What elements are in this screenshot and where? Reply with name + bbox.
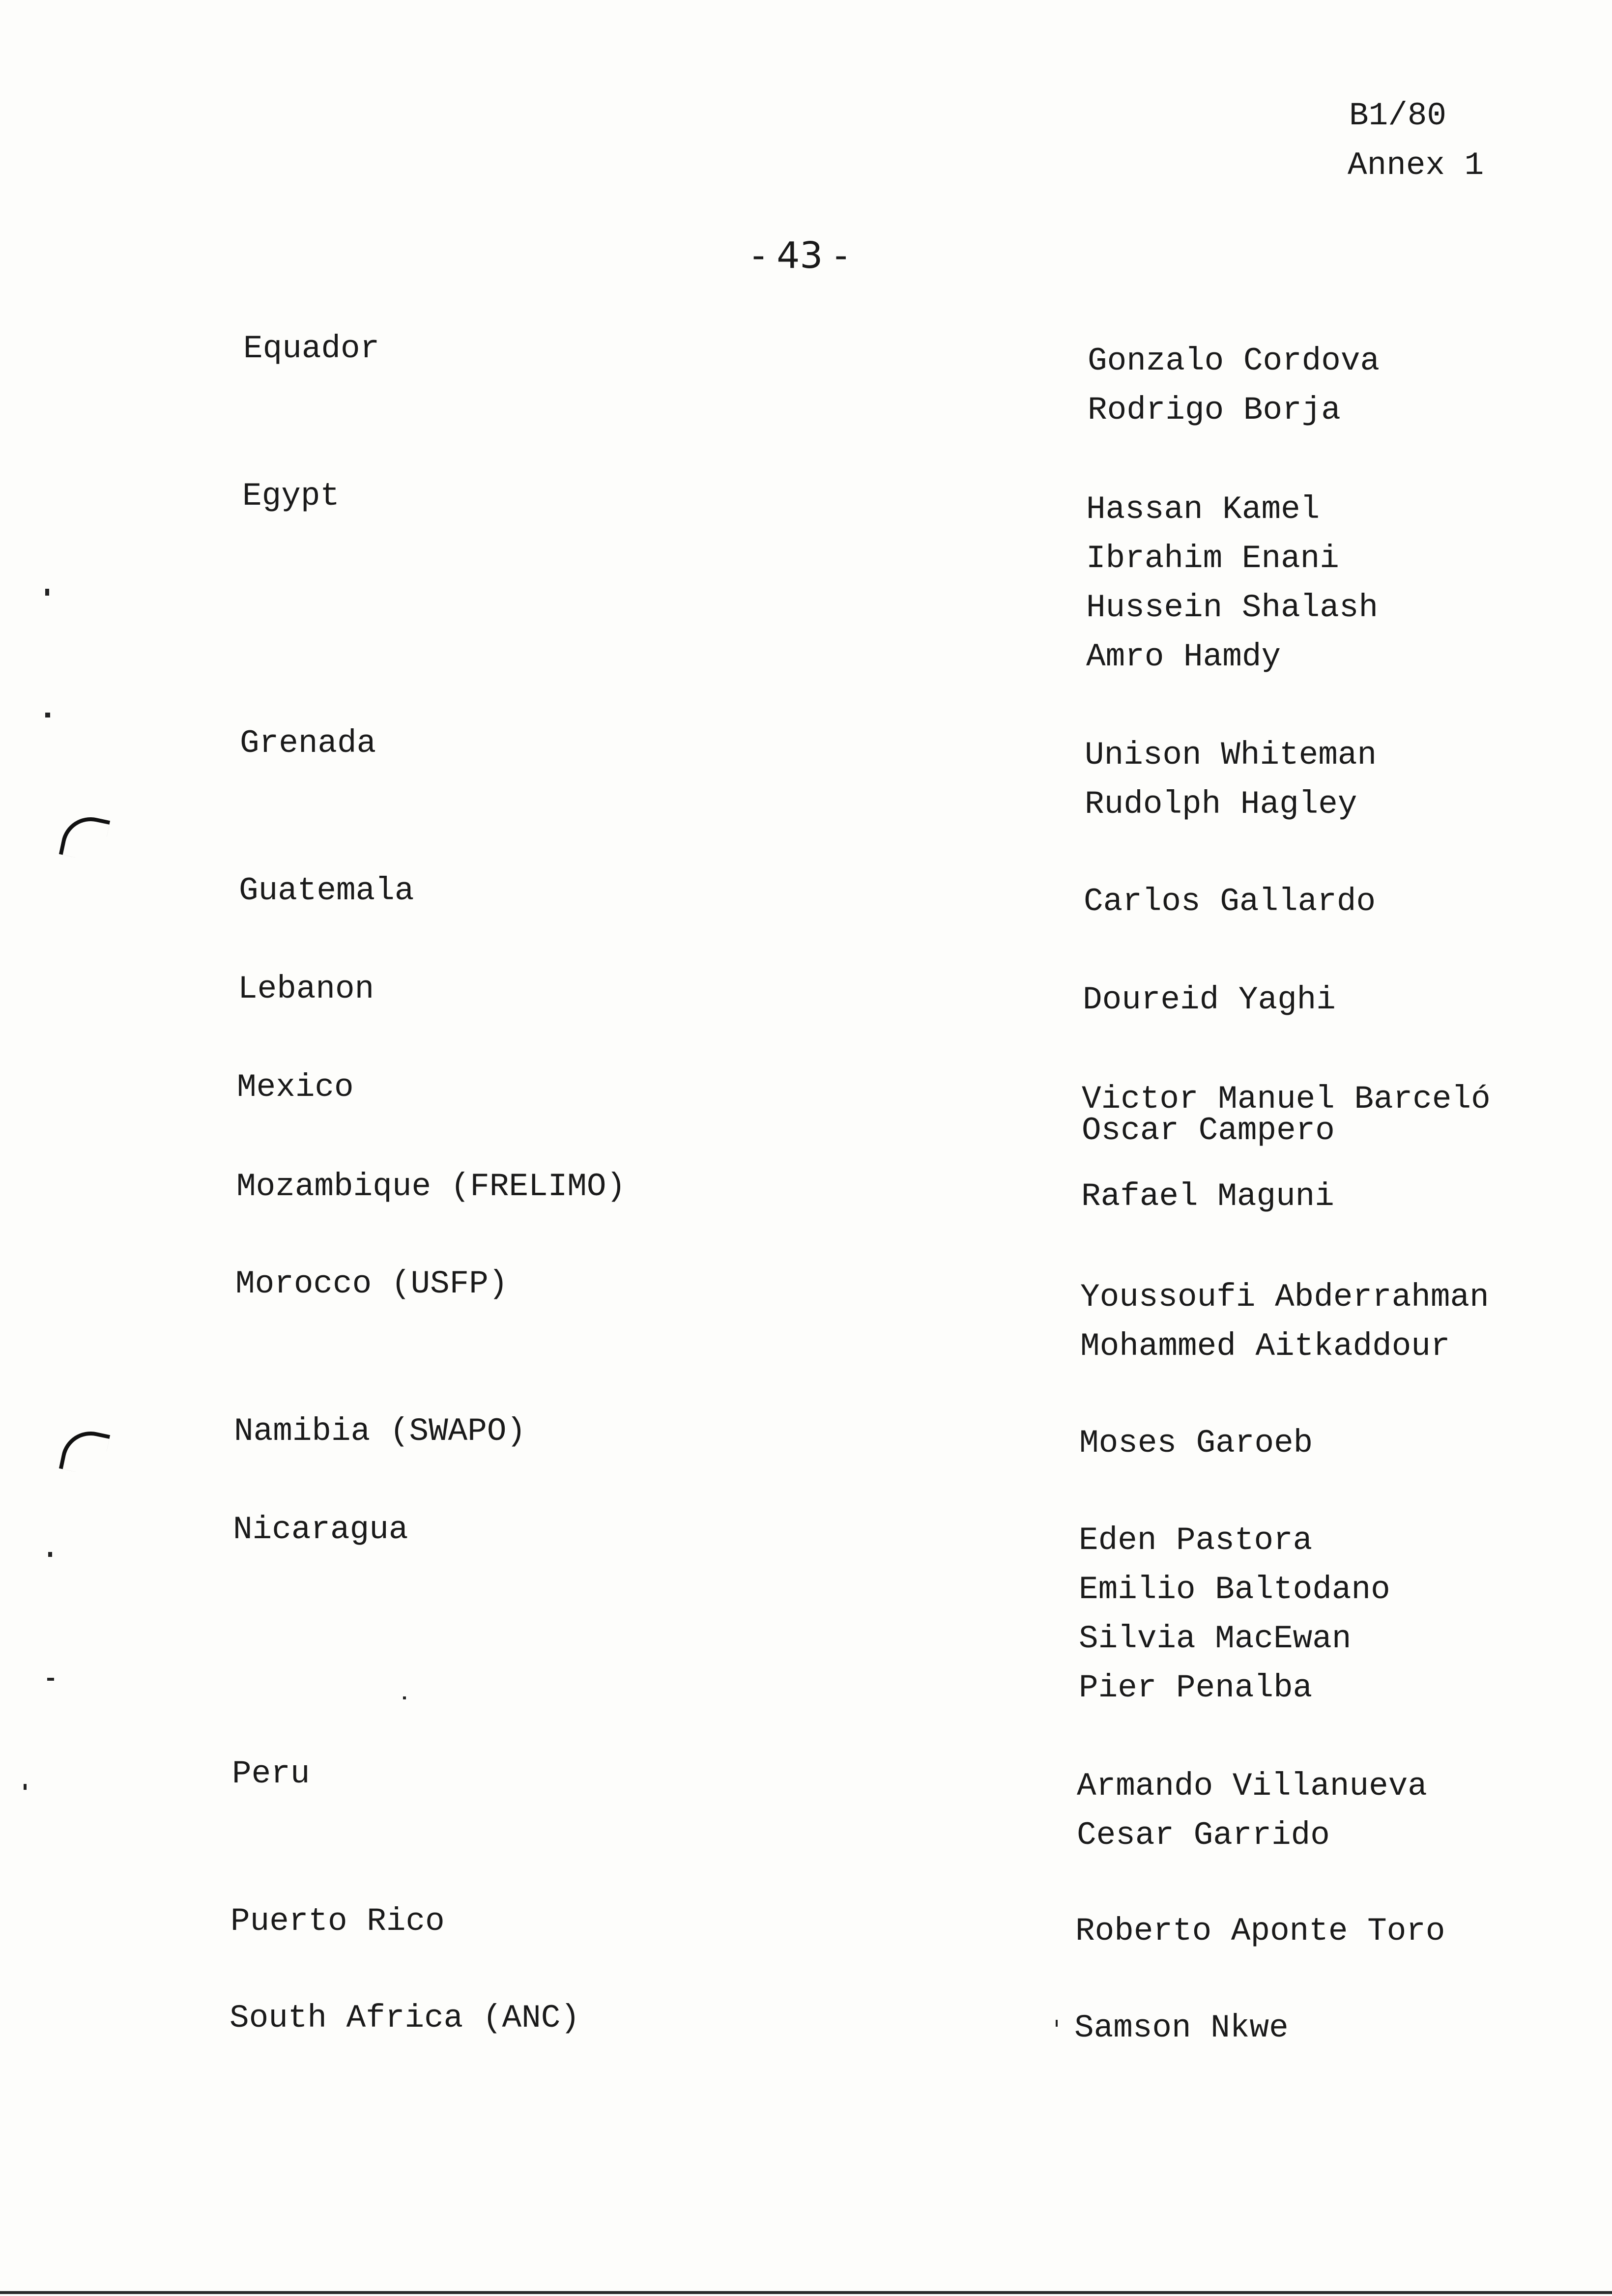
delegate-name: Pier Penalba <box>1079 1669 1313 1706</box>
bottom-edge-rule <box>0 2291 1612 2294</box>
country-mexico: Mexico <box>237 1069 354 1106</box>
delegate-name: Rafael Maguni <box>1081 1178 1334 1215</box>
delegate-name: Ibrahim Enani <box>1086 540 1339 577</box>
delegate-name: Emilio Baltodano <box>1079 1571 1390 1608</box>
delegate-name: Oscar Campero <box>1082 1112 1335 1149</box>
delegate-name: Cesar Garrido <box>1077 1817 1330 1854</box>
speck <box>24 1784 27 1790</box>
margin-mark <box>59 1426 110 1477</box>
delegate-name: Armando Villanueva <box>1077 1768 1427 1805</box>
speck <box>45 713 50 718</box>
delegate-name: Doureid Yaghi <box>1083 981 1336 1018</box>
document-code: B1/80 <box>1349 97 1447 134</box>
delegate-name: Samson Nkwe <box>1074 2009 1289 2046</box>
country-namibia: Namibia (SWAPO) <box>234 1413 526 1450</box>
country-mozambique: Mozambique (FRELIMO) <box>236 1168 626 1205</box>
delegate-name: Youssoufi Abderrahman <box>1080 1279 1489 1316</box>
delegate-name: Rudolph Hagley <box>1085 786 1357 823</box>
delegate-name: Silvia MacEwan <box>1079 1620 1352 1657</box>
country-peru: Peru <box>232 1755 310 1792</box>
delegate-name: Mohammed Aitkaddour <box>1080 1328 1450 1365</box>
page-number: - 43 - <box>752 234 848 277</box>
delegate-name: Hassan Kamel <box>1086 491 1320 528</box>
country-morocco: Morocco (USFP) <box>235 1265 508 1302</box>
delegate-name: Roberto Aponte Toro <box>1075 1913 1445 1950</box>
country-egypt: Egypt <box>242 478 340 515</box>
speck <box>47 1678 54 1681</box>
country-nicaragua: Nicaragua <box>233 1511 408 1548</box>
country-grenada: Grenada <box>240 725 376 762</box>
delegate-name: Unison Whiteman <box>1085 737 1377 774</box>
delegate-name: Hussein Shalash <box>1086 589 1379 626</box>
delegate-name: Rodrigo Borja <box>1088 392 1341 429</box>
country-lebanon: Lebanon <box>238 971 374 1007</box>
delegate-name: Eden Pastora <box>1079 1522 1313 1559</box>
country-equador: Equador <box>243 330 380 367</box>
country-puerto-rico: Puerto Rico <box>230 1903 445 1940</box>
country-guatemala: Guatemala <box>239 872 414 909</box>
delegate-name: Victor Manuel Barceló <box>1082 1081 1491 1118</box>
delegate-name: Moses Garoeb <box>1079 1425 1313 1462</box>
speck <box>45 589 49 596</box>
speck <box>48 1552 52 1557</box>
delegate-name: Carlos Gallardo <box>1084 883 1376 920</box>
delegate-name: Amro Hamdy <box>1086 638 1281 675</box>
margin-mark <box>59 812 110 863</box>
annex-label: Annex 1 <box>1348 147 1484 184</box>
country-south-africa: South Africa (ANC) <box>230 2000 580 2037</box>
speck <box>403 1696 406 1699</box>
speck <box>1056 2020 1058 2027</box>
delegate-name: Gonzalo Cordova <box>1088 343 1380 379</box>
